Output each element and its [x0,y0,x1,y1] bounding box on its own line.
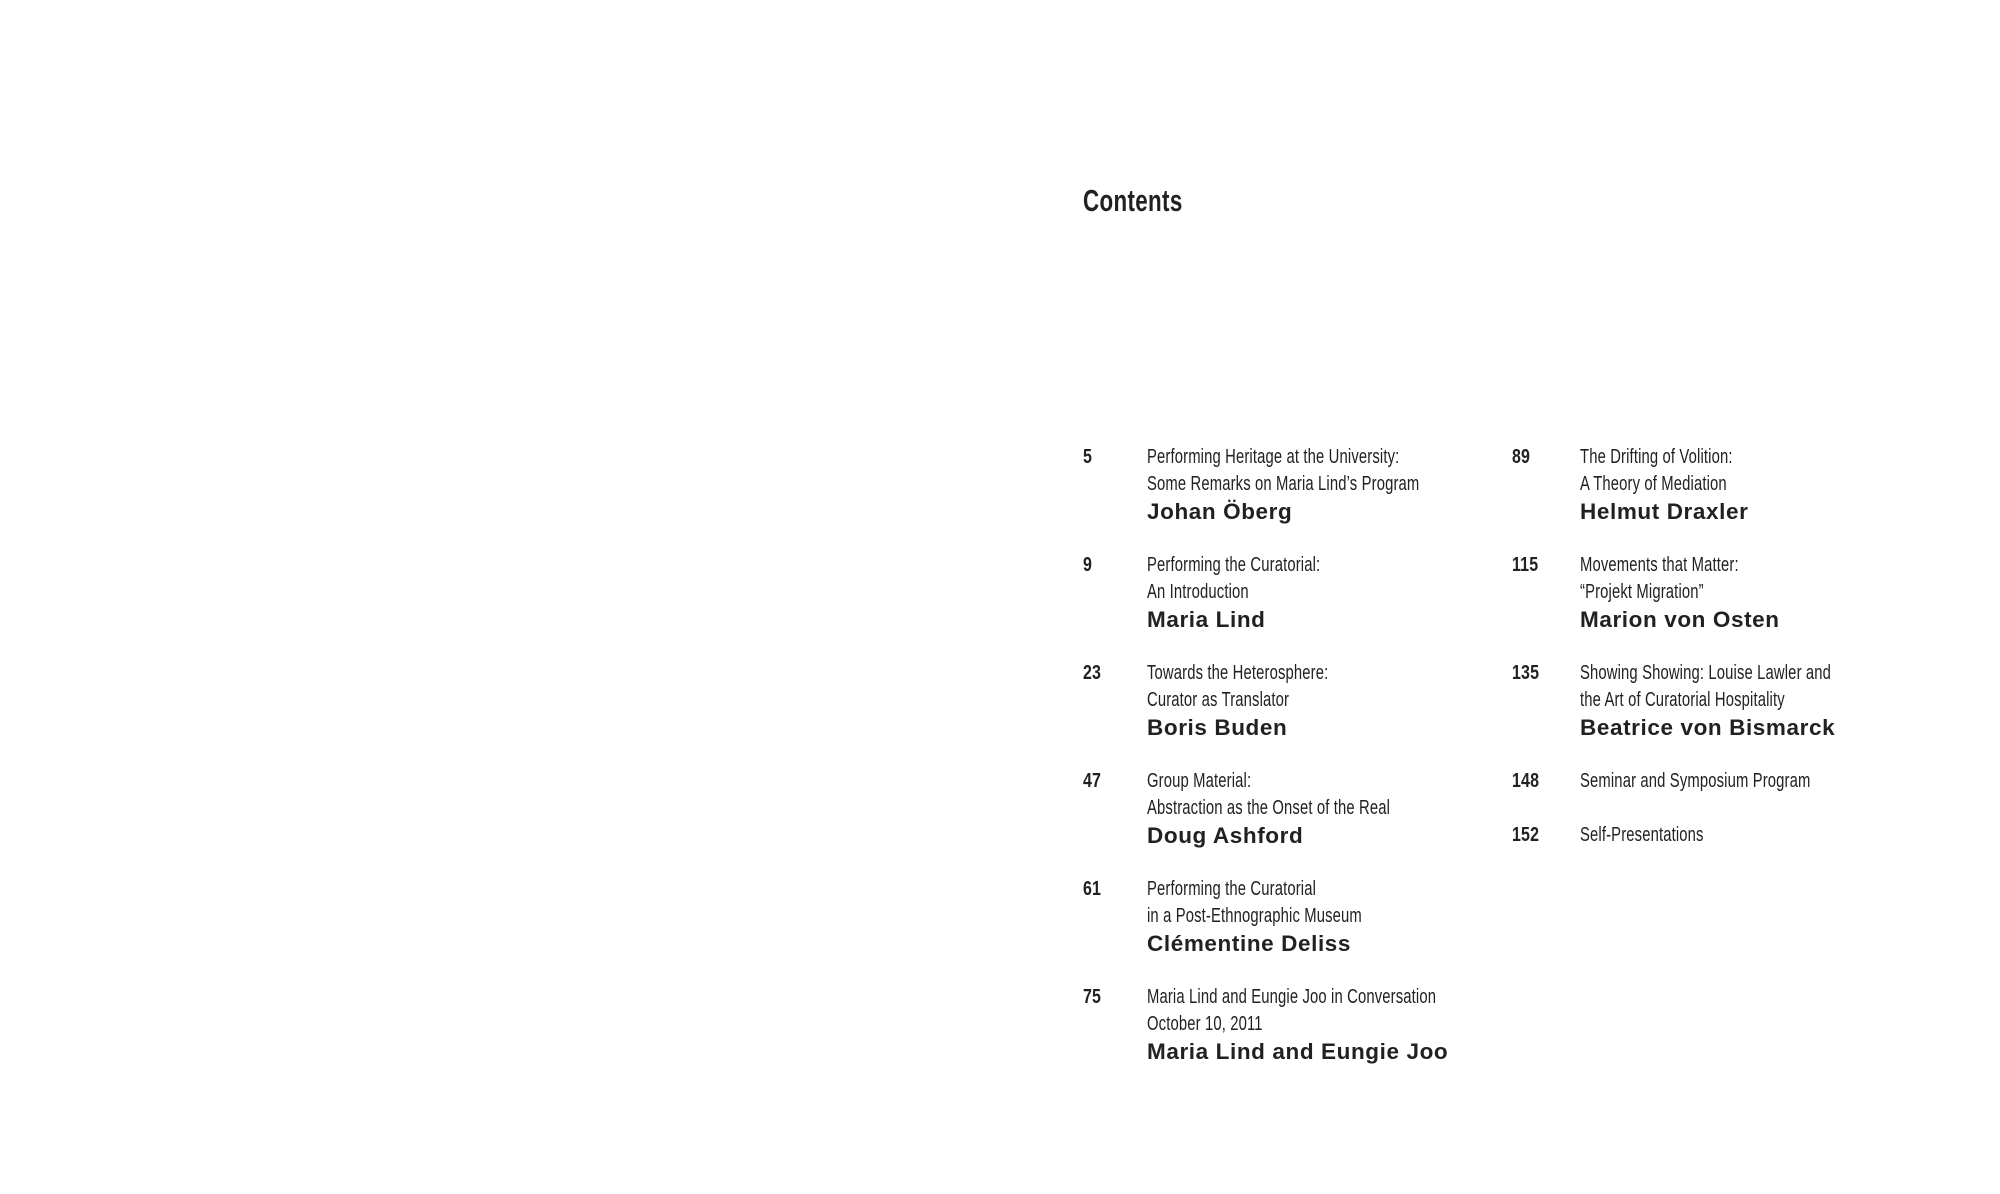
entry-title-line-2 [1147,471,1523,498]
entry-author: Helmut Draxler [1580,499,1749,524]
entry-text [1147,552,1523,633]
entry-title-text: Seminar and Symposium Program [1580,770,1811,792]
toc-entry [1083,444,1523,525]
entry-title-line-1 [1580,552,1982,579]
toc-entry [1083,984,1523,1065]
entry-text [1147,444,1523,525]
entry-page-number [1512,660,1580,687]
entry-author: Beatrice von Bismarck [1580,715,1836,740]
entry-title-line-2 [1580,687,1982,714]
entry-title-text: Showing Showing: Louise Lawler and [1580,662,1832,684]
entry-page-number-text: 5 [1083,446,1093,468]
toc-entry [1512,768,1982,795]
entry-page-number [1083,876,1147,903]
entry-page-number [1083,552,1147,579]
entry-page-number [1512,822,1580,849]
entry-title-line-2 [1147,1011,1523,1038]
entry-title-text: Abstraction as the Onset of the Real [1147,797,1391,819]
entry-page-number-text: 47 [1083,770,1102,792]
entry-page-number [1083,660,1147,687]
entry-author: Doug Ashford [1147,823,1304,848]
page-title [1083,183,1221,219]
entry-text [1580,822,1982,849]
entry-text [1580,768,1982,795]
toc-entry [1083,660,1523,741]
entry-title-text: Some Remarks on Maria Lind’s Program [1147,473,1420,495]
entry-title-line-1 [1147,552,1523,579]
entry-title-line-1 [1580,444,1982,471]
entry-author: Clémentine Deliss [1147,931,1352,956]
entry-title-line-1 [1147,876,1523,903]
entry-title-line-2 [1147,903,1523,930]
page-title-text: Contents [1083,183,1183,218]
entry-title-text: An Introduction [1147,581,1249,603]
toc-left-column [1083,444,1523,1092]
entry-page-number [1083,768,1147,795]
toc-entry [1083,552,1523,633]
entry-author: Marion von Osten [1580,607,1780,632]
entry-title-line-2 [1147,579,1523,606]
entry-page-number-text: 89 [1512,446,1531,468]
entry-page-number-text: 115 [1512,554,1539,576]
entry-title-line-1 [1147,444,1523,471]
entry-title-text: Curator as Translator [1147,689,1290,711]
toc-entry [1512,660,1982,741]
entry-title-line-1 [1580,768,1982,795]
entry-title-line-2 [1580,471,1982,498]
entry-title-text: “Projekt Migration” [1580,581,1704,603]
entry-page-number [1512,444,1580,471]
toc-entry [1512,444,1982,525]
entry-title-line-1 [1580,822,1982,849]
entry-title-text: Towards the Heterosphere: [1147,662,1329,684]
entry-title-line-2 [1580,579,1982,606]
entry-page-number-text: 135 [1512,662,1540,684]
entry-title-text: Performing the Curatorial [1147,878,1317,900]
entry-page-number-text: 9 [1083,554,1093,576]
entry-title-text: Performing Heritage at the University: [1147,446,1400,468]
entry-text [1147,876,1523,957]
entry-title-text: in a Post-Ethnographic Museum [1147,905,1362,927]
entry-page-number [1512,552,1580,579]
entry-title-line-1 [1147,984,1523,1011]
entry-title-line-1 [1147,660,1523,687]
entry-title-line-2 [1147,687,1523,714]
entry-page-number [1083,444,1147,471]
entry-author: Boris Buden [1147,715,1288,740]
entry-text [1147,984,1523,1065]
entry-text [1147,768,1523,849]
entry-title-line-2 [1147,795,1523,822]
entry-author: Maria Lind and Eungie Joo [1147,1039,1449,1064]
entry-title-line-1 [1147,768,1523,795]
entry-title-text: Maria Lind and Eungie Joo in Conversation [1147,986,1437,1008]
toc-entry [1512,552,1982,633]
entry-title-text: The Drifting of Volition: [1580,446,1733,468]
entry-title-text: October 10, 2011 [1147,1013,1263,1035]
entry-title-text: the Art of Curatorial Hospitality [1580,689,1785,711]
entry-text [1580,660,1982,741]
toc-entry [1083,876,1523,957]
entry-title-text: Performing the Curatorial: [1147,554,1321,576]
entry-page-number-text: 75 [1083,986,1102,1008]
entry-author: Johan Öberg [1147,499,1293,524]
entry-page-number-text: 23 [1083,662,1102,684]
entry-page-number-text: 148 [1512,770,1540,792]
entry-page-number [1083,984,1147,1011]
entry-text [1580,444,1982,525]
entry-page-number [1512,768,1580,795]
entry-title-text: Group Material: [1147,770,1252,792]
toc-entry [1512,822,1982,849]
entry-author: Maria Lind [1147,607,1266,632]
entry-title-text: A Theory of Mediation [1580,473,1727,495]
toc-right-column [1512,444,1982,876]
entry-page-number-text: 152 [1512,824,1540,846]
entry-text [1147,660,1523,741]
entry-page-number-text: 61 [1083,878,1102,900]
entry-title-line-1 [1580,660,1982,687]
entry-title-text: Self-Presentations [1580,824,1704,846]
toc-entry [1083,768,1523,849]
entry-text [1580,552,1982,633]
entry-title-text: Movements that Matter: [1580,554,1739,576]
